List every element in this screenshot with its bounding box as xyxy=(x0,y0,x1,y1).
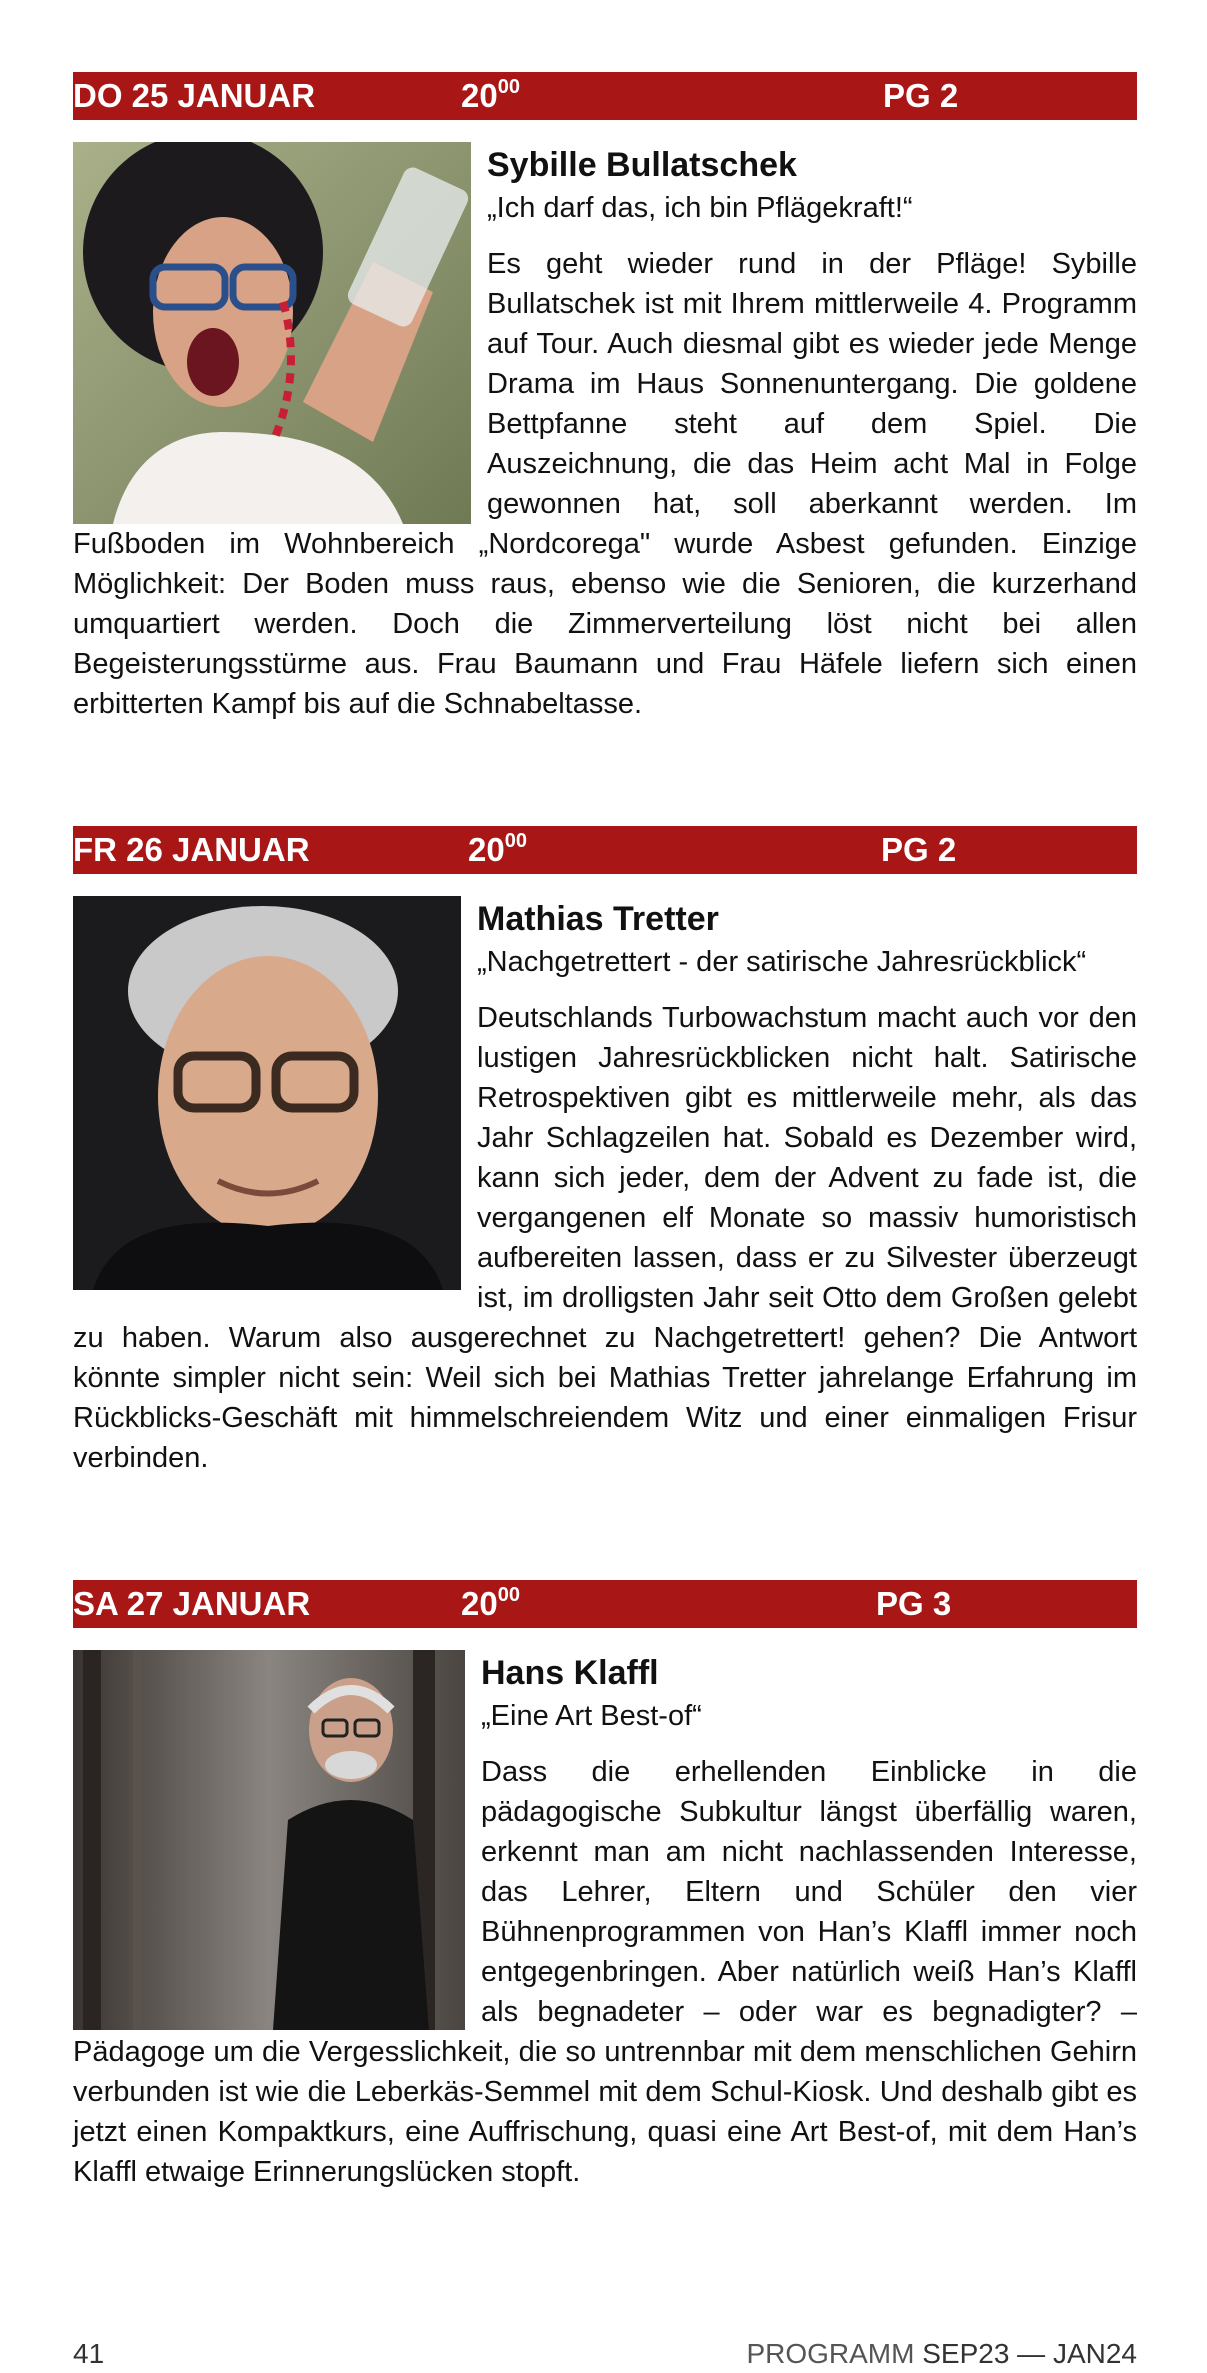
event-time-hour: 20 xyxy=(461,77,498,114)
performer-name: Mathias Tretter xyxy=(477,900,719,938)
event-time xyxy=(461,1580,520,1633)
event-date: SA 27 JANUAR xyxy=(73,1585,311,1622)
event-date: DO 25 JANUAR xyxy=(73,77,316,114)
event-header-bar xyxy=(73,1580,1137,1628)
program-period: SEP23 — JAN24 xyxy=(922,2338,1137,2369)
performer-photo-image xyxy=(73,142,471,524)
program-footer xyxy=(746,2338,1137,2370)
program-subtitle: „Eine Art Best-of“ xyxy=(481,1700,702,1732)
performer-photo xyxy=(73,896,461,1290)
event-description: Es geht wieder rund in der Pfläge! Sybille Bullatschek ist mit Ihrem mittlerweile 4. Programm auf Tour. Auch diesmal gibt es wieder jede Menge Drama im Haus Sonnenuntergang. Die goldene Bettpfanne steht auf dem Spiel. Die Auszeichnung, die das Heim acht Mal in Folge gewonnen hat, soll aberkannt werden. Im Fußboden im Wohnbereich „Nordcorega" wurde Asbest gefunden. Einzige Möglichkeit: Der Boden muss raus, ebenso wie die Senioren, die kurzerhand umquartiert werden. Doch die Zimmerverteilung löst nicht bei allen Begeisterungsstürme aus. Frau Baumann und Frau Häfele liefern sich einen erbitterten Kampf bis auf die Schnabeltasse. xyxy=(73,248,1137,720)
program-label: PROGRAMM xyxy=(746,2338,915,2369)
event-time-minutes: 00 xyxy=(504,830,527,852)
event-header-bar xyxy=(73,72,1137,120)
performer-photo xyxy=(73,142,471,524)
page-number: 41 xyxy=(73,2338,105,2369)
event-time-hour: 20 xyxy=(461,1585,498,1622)
event-card xyxy=(73,826,1137,1478)
event-time-minutes: 00 xyxy=(497,1584,520,1606)
event-description: Deutschlands Turbowachstum macht auch vor den lustigen Jahresrückblicken nicht halt. Satirische Retrospektiven gibt es mittlerweile mehr, als das Jahr Schlagzeilen hat. Sobald es Dezember wird, kann sich jeder, dem der Advent zu fade ist, die vergangenen elf Monate so massiv humoristisch aufbereiten lassen, dass er zu Silvester überzeugt ist, im drolligsten Jahr seit Otto dem Großen gelebt zu haben. Warum also ausgerechnet zu Nachgetrettert! gehen? Die Antwort könnte simpler nicht sein: Weil sich bei Mathias Tretter jahrelange Erfahrung im Rückblicks-Geschäft mit himmelschreiendem Witz und einer einmaligen Frisur verbinden. xyxy=(73,1002,1137,1474)
event-body xyxy=(73,1650,1137,2192)
event-time xyxy=(468,826,527,879)
performer-photo-image xyxy=(73,1650,465,2030)
event-body xyxy=(73,896,1137,1478)
event-date: FR 26 JANUAR xyxy=(73,831,310,868)
event-venue: PG 2 xyxy=(881,831,957,868)
performer-photo-image xyxy=(73,896,461,1290)
event-time-minutes: 00 xyxy=(497,76,520,98)
program-subtitle: „Ich darf das, ich bin Pflägekraft!“ xyxy=(487,192,913,224)
event-description: Dass die erhellenden Einblicke in die pädagogische Subkultur längst überfällig waren, erkennt man am nicht nachlassenden Interesse, das Lehrer, Eltern und Schüler den vier Bühnenprogrammen von Han’s Klaffl immer noch entgegenbringen. Aber natürlich weiß Han’s Klaffl als begnadeter – oder war es begnadigter? – Pädagoge um die Vergesslichkeit, die so untrennbar mit dem menschlichen Gehirn verbunden ist wie die Leberkäs-Semmel mit dem Schul-Kiosk. Und deshalb gibt es jetzt einen Kompaktkurs, eine Auffrischung, quasi eine Art Best-of, mit dem Han’s Klaffl etwaige Erinnerungslücken stopft. xyxy=(73,1756,1137,2188)
event-time-hour: 20 xyxy=(468,831,505,868)
event-card xyxy=(73,72,1137,724)
event-venue: PG 3 xyxy=(876,1585,952,1622)
event-venue: PG 2 xyxy=(883,77,959,114)
performer-name: Hans Klaffl xyxy=(481,1654,659,1692)
program-subtitle: „Nachgetrettert - der satirische Jahresrückblick“ xyxy=(477,946,1087,978)
event-time xyxy=(461,72,520,125)
event-card xyxy=(73,1580,1137,2192)
performer-photo xyxy=(73,1650,465,2030)
event-header-bar xyxy=(73,826,1137,874)
event-body xyxy=(73,142,1137,724)
performer-name: Sybille Bullatschek xyxy=(487,146,797,184)
